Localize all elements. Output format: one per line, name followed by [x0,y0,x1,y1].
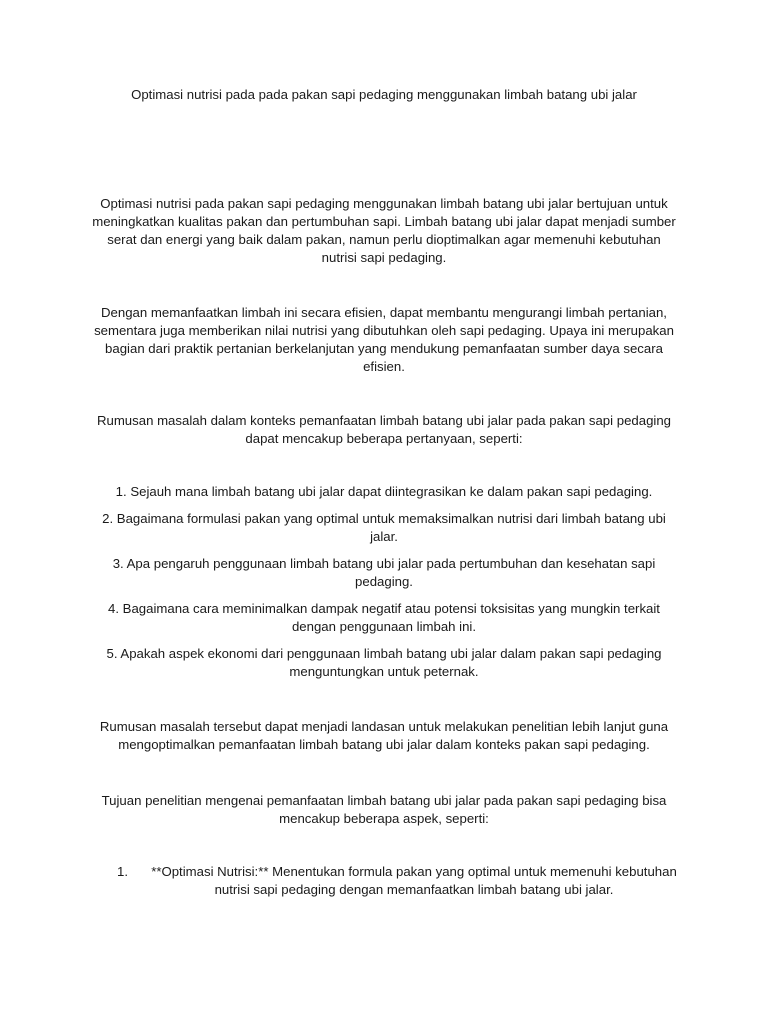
paragraph-efficiency: Dengan memanfaatkan limbah ini secara efisien, dapat membantu mengurangi limbah pertanian, sementara juga memberikan nilai nutrisi yang dibutuhkan oleh sapi pedaging. Upaya ini merupakan bagian dari praktik pertanian berkelanjutan yang mendukung pemanfaatan sumber daya secara efisien. [94,305,674,374]
paragraph-foundation: Rumusan masalah tersebut dapat menjadi landasan untuk melakukan penelitian lebih lanjut guna mengoptimalkan pemanfaatan limbah batang ubi jalar dalam konteks pakan sapi pedaging. [99,719,669,752]
paragraph-intro: Optimasi nutrisi pada pakan sapi pedaging menggunakan limbah batang ubi jalar bertujuan untuk meningkatkan kualitas pakan dan pertumbuhan sapi. Limbah batang ubi jalar dapat menjadi sumber serat dan energi yang baik dalam pakan, namun perlu dioptimalkan agar memenuhi kebutuhan nutrisi sapi pedaging. [92,196,676,265]
list-item: 3. Apa pengaruh penggunaan limbah batang ubi jalar pada pertumbuhan dan kesehatan sapi pedaging. [112,556,656,589]
list-item: 4. Bagaimana cara meminimalkan dampak negatif atau potensi toksisitas yang mungkin terkait dengan penggunaan limbah ini. [108,601,660,634]
paragraph-research-goals: Tujuan penelitian mengenai pemanfaatan limbah batang ubi jalar pada pakan sapi pedaging bisa mencakup beberapa aspek, seperti: [101,793,667,826]
list-item: 2. Bagaimana formulasi pakan yang optimal untuk memaksimalkan nutrisi dari limbah batang ubi jalar. [102,511,666,544]
document-title: Optimasi nutrisi pada pada pakan sapi pedaging menggunakan limbah batang ubi jalar [131,87,637,102]
problem-question-list [90,483,678,690]
goal-number: 1. [117,864,128,879]
goal-list-item [108,863,688,899]
list-item: 1. Sejauh mana limbah batang ubi jalar dapat diintegrasikan ke dalam pakan sapi pedaging. [115,484,653,499]
goal-text: **Optimasi Nutrisi:** Menentukan formula pakan yang optimal untuk memenuhi kebutuhan nutrisi sapi pedaging dengan memanfaatkan limbah batang ubi jalar. [151,864,677,897]
paragraph-problem-statement: Rumusan masalah dalam konteks pemanfaatan limbah batang ubi jalar pada pakan sapi pedaging dapat mencakup beberapa pertanyaan, seperti: [96,413,672,446]
list-item: 5. Apakah aspek ekonomi dari penggunaan limbah batang ubi jalar dalam pakan sapi pedaging menguntungkan untuk peternak. [106,646,662,679]
